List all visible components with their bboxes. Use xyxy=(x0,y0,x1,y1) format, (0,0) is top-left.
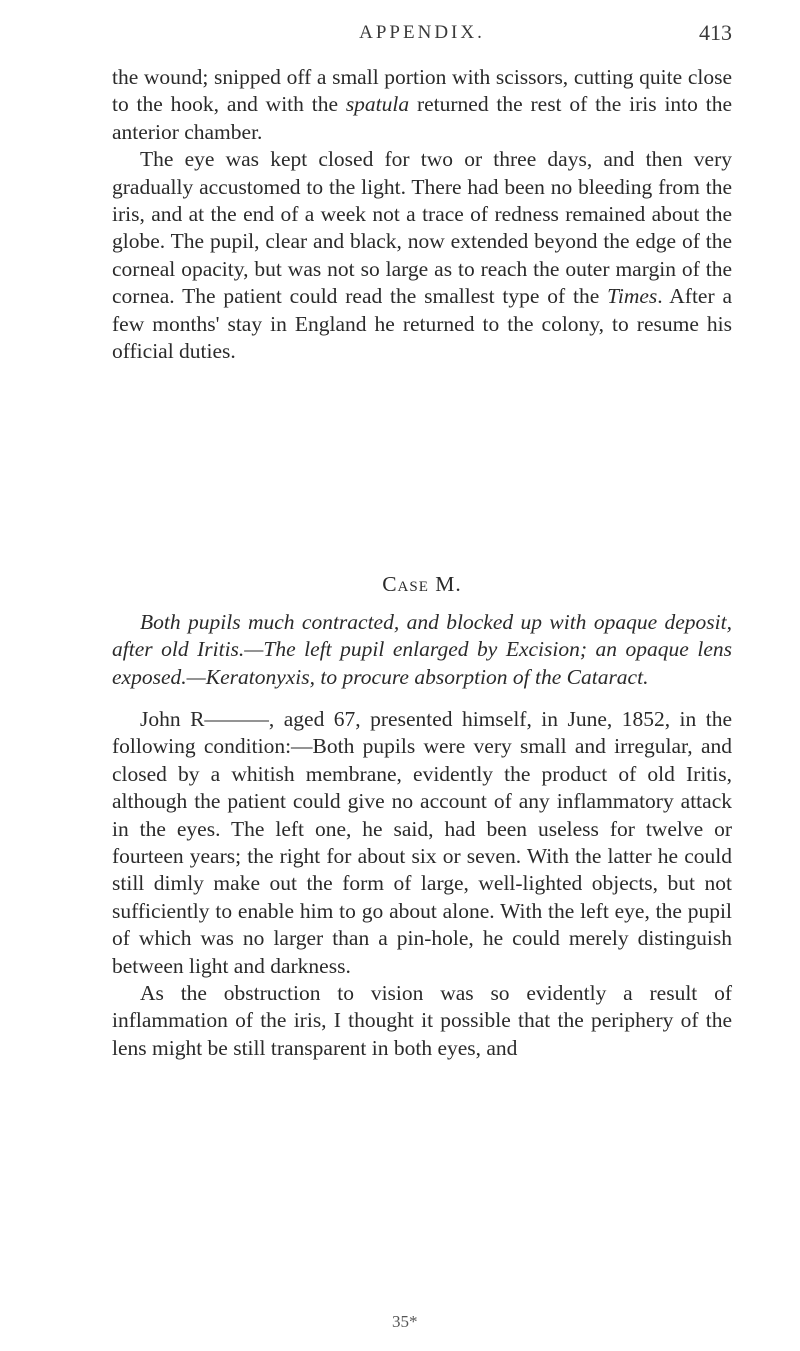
paragraph-recovery xyxy=(112,146,732,365)
case-summary: Both pupils much contracted, and blocked up with opaque deposit, after old Iritis.—The left pupil enlarged by Excision; an opaque lens exposed.—Keratonyxis, to procure absorption of the Cataract. xyxy=(112,610,732,689)
paragraph-1-italic: spatula xyxy=(345,92,410,117)
paragraph-2-text-b: . After a few months' stay in England he returned to the colony, to resume his official duties. xyxy=(112,284,732,364)
paragraph-1-text-a: the wound; snipped off a small portion with scissors, cutting quite close to the hook, and with the xyxy=(112,65,732,117)
paragraph-obstruction: As the obstruction to vision was so evidently a result of inflammation of the iris, I thought it possible that the periphery of the lens might be still transparent in both eyes, and xyxy=(112,981,732,1060)
case-heading: Case M. xyxy=(382,572,462,596)
body-text-bottom xyxy=(112,706,732,1062)
page-number: 413 xyxy=(699,20,732,45)
paragraph-2-italic: Times xyxy=(607,284,658,309)
paragraph-case-history: John R———, aged 67, presented himself, in June, 1852, in the following condition:—Both pupils were very small and irregular, and closed by a whitish membrane, evidently the product of old Iritis, although the patient could give no account of any inflammatory attack in the eyes. The left one, he said, had been useless for twelve or fourteen years; the right for about six or seven. With the latter he could still dimly make out the form of large, well-lighted objects, but not sufficiently to enable him to go about alone. With the left eye, the pupil of which was no larger than a pin-hole, he could merely distinguish between light and darkness. xyxy=(112,707,732,978)
paragraph-continuation xyxy=(112,64,732,146)
paragraph-1-text-b: returned the rest of the iris into the anterior chamber. xyxy=(112,92,732,144)
running-title: APPENDIX. xyxy=(359,22,485,43)
running-head xyxy=(112,22,732,52)
signature-mark: 35* xyxy=(392,1312,418,1331)
paragraph-2-text-a: The eye was kept closed for two or three days, and then very gradually accustomed to the light. There had been no bleeding from the iris, and at the end of a week not a trace of redness remained about the globe. The pupil, clear and black, now extended beyond the edge of the corneal opacity, but was not so large as to reach the outer margin of the cornea. The patient could read the smallest type of the xyxy=(112,147,732,309)
body-text-top xyxy=(112,64,732,365)
